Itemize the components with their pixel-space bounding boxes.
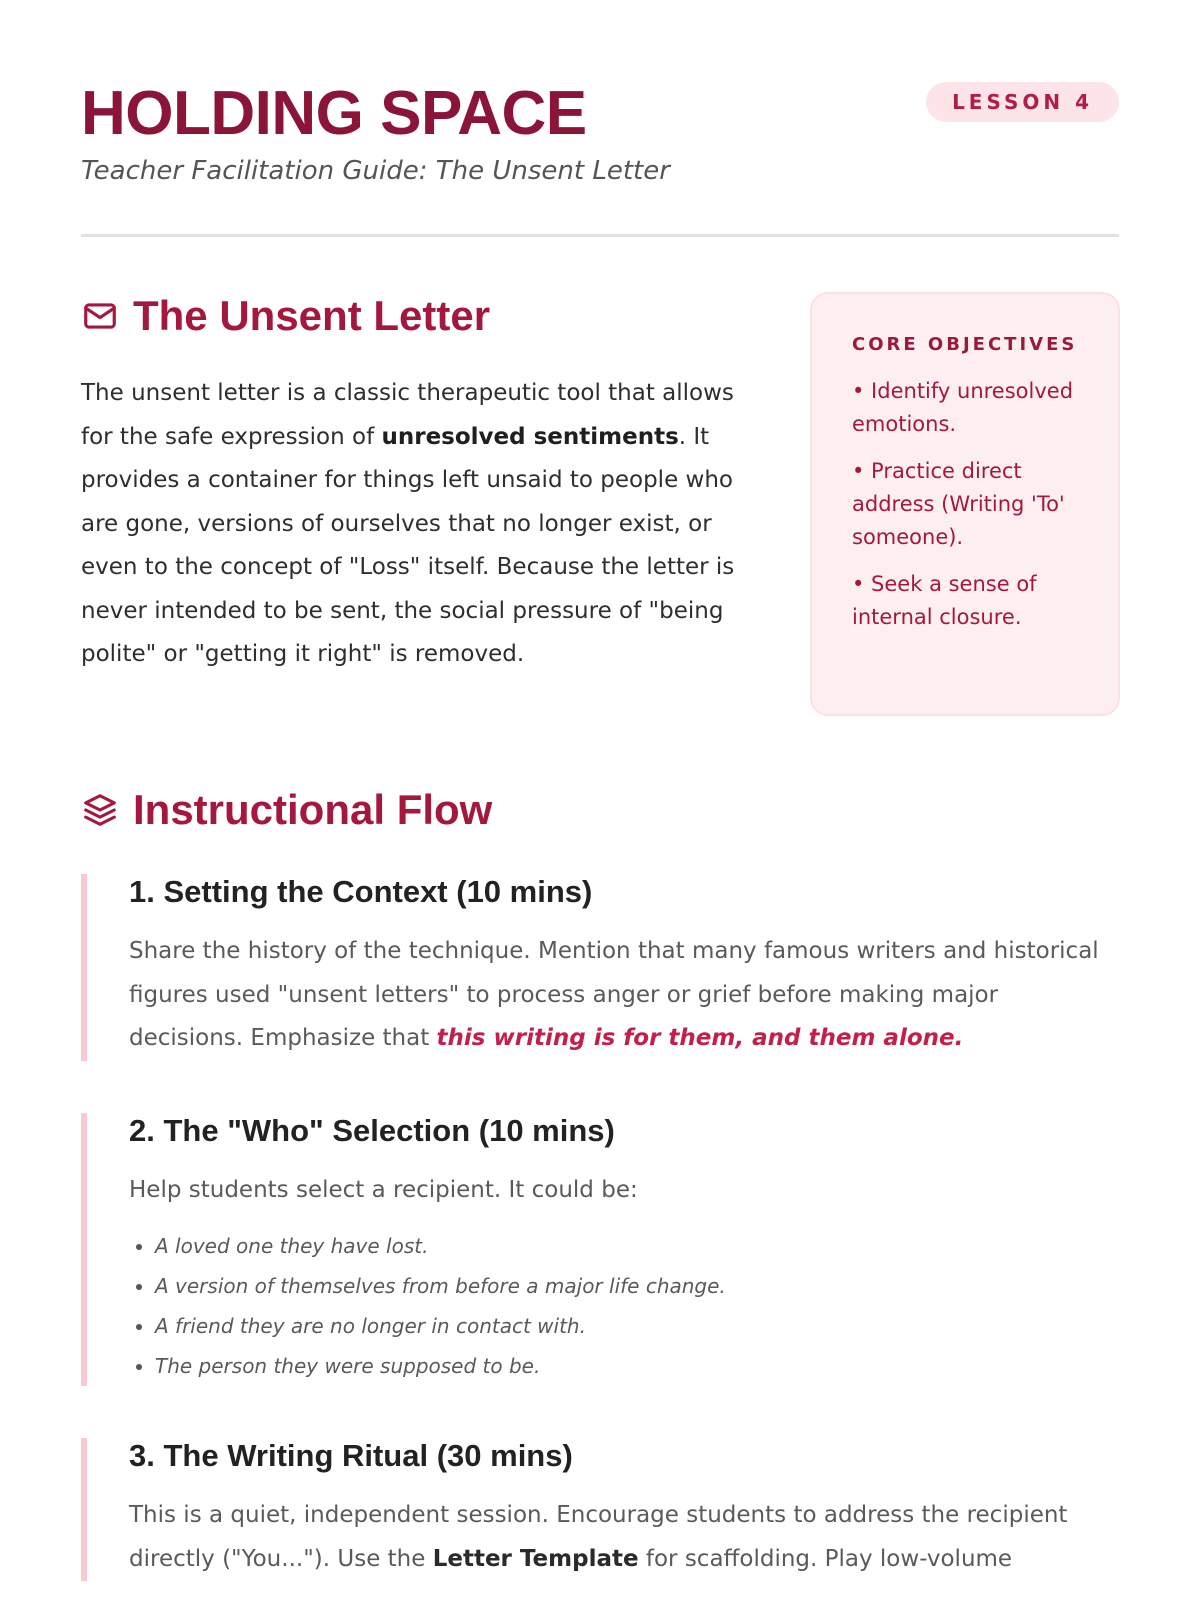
objectives-list bbox=[852, 375, 1078, 634]
list-item: • A version of themselves from before a major life change. bbox=[155, 1266, 1119, 1306]
page-subtitle: Teacher Facilitation Guide: The Unsent Letter bbox=[81, 156, 670, 186]
envelope-icon bbox=[81, 297, 119, 335]
objective-item: • Seek a sense of internal closure. bbox=[852, 572, 1037, 629]
step-body-start: Share the history of the technique. Mention that many famous writers and historical figures used "unsent letters" to process anger or grief before making major decisions. Emphasize that bbox=[129, 938, 1099, 1051]
intro-body-start: The unsent letter is a classic therapeutic tool that allows for the safe expression of bbox=[81, 380, 734, 450]
step-body-bold: Letter Template bbox=[432, 1545, 639, 1572]
flow-heading-text: Instructional Flow bbox=[133, 786, 493, 833]
step-body-emphasis: this writing is for them, and them alone. bbox=[436, 1025, 964, 1051]
objective-item: • Identify unresolved emotions. bbox=[852, 379, 1074, 436]
intro-body bbox=[81, 372, 751, 677]
intro-section bbox=[81, 292, 751, 677]
objectives-callout bbox=[810, 292, 1120, 716]
page-title: HOLDING SPACE bbox=[81, 79, 587, 148]
list-item: • A loved one they have lost. bbox=[155, 1226, 1119, 1266]
intro-heading-text: The Unsent Letter bbox=[133, 292, 491, 339]
objective-item: • Practice direct address (Writing 'To' someone). bbox=[852, 459, 1065, 549]
step-title: 2. The "Who" Selection (10 mins) bbox=[129, 1112, 615, 1148]
intro-heading bbox=[81, 292, 751, 340]
step-context bbox=[81, 874, 1119, 1061]
step-title: 3. The Writing Ritual (30 mins) bbox=[129, 1438, 573, 1473]
step-body bbox=[129, 930, 1119, 1061]
lesson-badge: LESSON 4 bbox=[926, 82, 1119, 122]
header bbox=[81, 80, 1119, 186]
step-who-selection bbox=[81, 1113, 1119, 1387]
layers-icon bbox=[81, 791, 119, 829]
step-title: 1. Setting the Context (10 mins) bbox=[129, 874, 593, 909]
step-body: Help students select a recipient. It could be: bbox=[129, 1176, 638, 1203]
list-item: • A friend they are no longer in contact with. bbox=[155, 1306, 1119, 1346]
intro-body-end: . It provides a container for things left unsaid to people who are gone, versions of ourselves that no longer exist, or even to the concept of "Loss" itself. Because the letter is never intended to be sent, the social pressure of "being polite" or "getting it right" is removed. bbox=[81, 423, 735, 667]
step-writing-ritual bbox=[81, 1438, 1119, 1581]
intro-body-bold: unresolved sentiments bbox=[381, 423, 679, 450]
flow-section bbox=[81, 786, 1119, 1581]
objectives-title: CORE OBJECTIVES bbox=[852, 334, 1078, 355]
list-item: • The person they were supposed to be. bbox=[155, 1346, 1119, 1386]
step-body-start: This is a quiet, independent session. Encourage students to address the recipient directly ("You..."). Use the bbox=[129, 1502, 1068, 1572]
flow-heading bbox=[81, 786, 1119, 834]
header-divider bbox=[81, 234, 1119, 237]
step-body-end: for scaffolding. Play low-volume bbox=[638, 1545, 1013, 1572]
step-body bbox=[129, 1494, 1119, 1581]
recipient-options-list bbox=[129, 1226, 1119, 1386]
